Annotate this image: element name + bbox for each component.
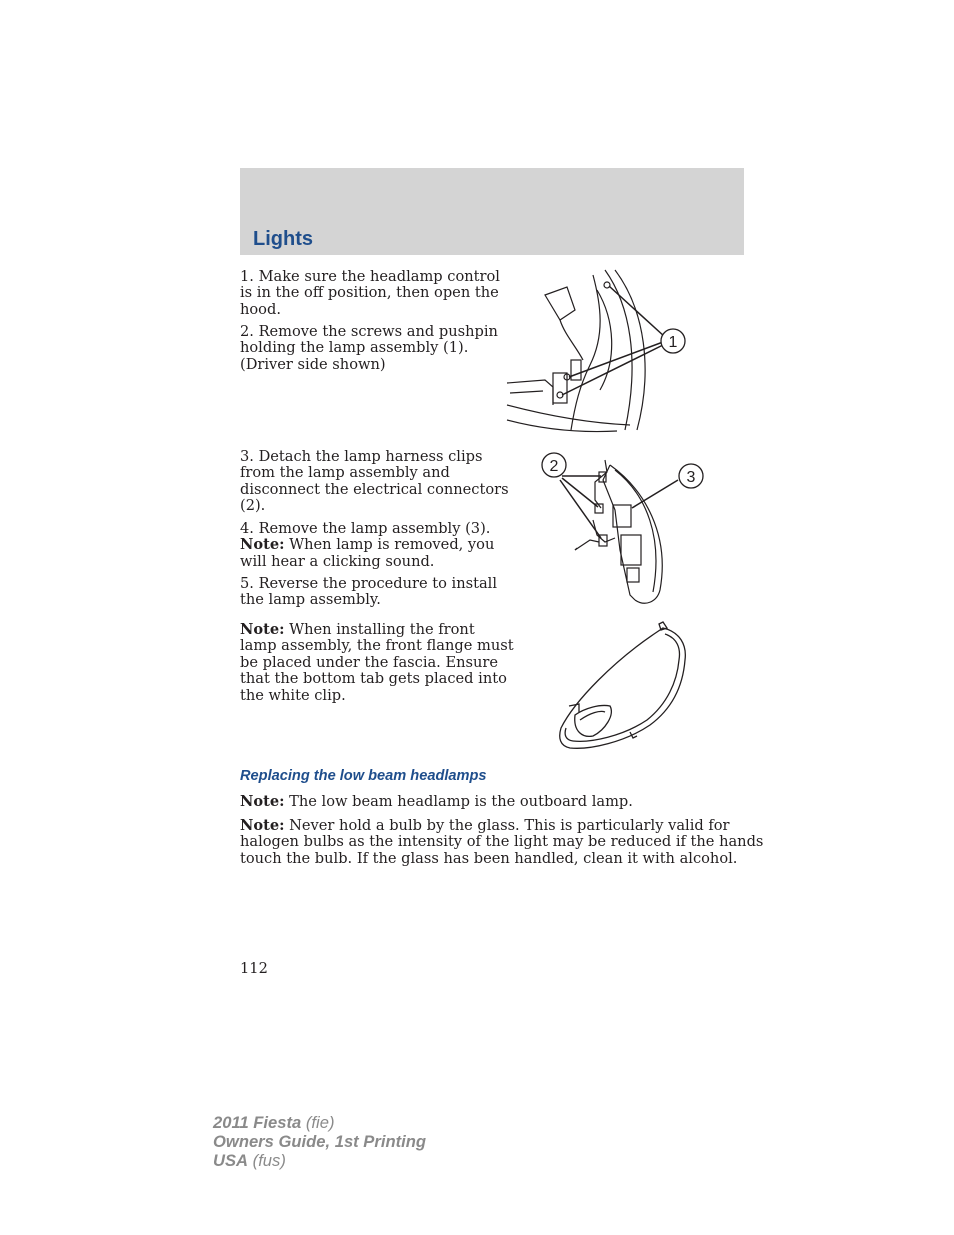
- step-1-line: hood.: [240, 300, 281, 318]
- note-label: Note:: [240, 793, 285, 810]
- note-text: The low beam headlamp is the outboard lamp.: [284, 793, 633, 810]
- page-number: 112: [240, 960, 268, 977]
- note-text: Never hold a bulb by the glass. This is particularly valid for: [284, 817, 730, 834]
- step-3-line: (2).: [240, 497, 266, 515]
- section-subheading: Replacing the low beam headlamps: [240, 768, 487, 784]
- footer-model: 2011 Fiesta: [213, 1113, 302, 1132]
- figure-lamp-screws: [505, 265, 700, 435]
- footer-region-code: (fus): [252, 1151, 286, 1170]
- note-line: [240, 818, 763, 834]
- install-note-line: the white clip.: [240, 686, 346, 704]
- figure-lamp-connectors: [535, 450, 710, 610]
- note-text: When lamp is removed, you: [284, 536, 495, 554]
- step-1: [240, 269, 500, 318]
- install-note-line: be placed under the fascia. Ensure: [240, 653, 499, 671]
- step-4-line: 4. Remove the lamp assembly (3).: [240, 520, 491, 537]
- install-note-line: [240, 622, 514, 638]
- note-label: Note:: [240, 536, 285, 554]
- install-note-line: lamp assembly, the front flange must: [240, 637, 514, 655]
- step-4: [240, 521, 494, 570]
- step-3-line: from the lamp assembly and: [240, 464, 450, 482]
- low-beam-note-2: [240, 818, 763, 867]
- figure-headlamp-assembly: [555, 620, 695, 755]
- note-label: Note:: [240, 621, 285, 638]
- install-note-line: that the bottom tab gets placed into: [240, 670, 507, 688]
- note-line: halogen bulbs as the intensity of the light may be reduced if the hands: [240, 833, 764, 851]
- install-note: [240, 622, 514, 704]
- section-header-band: [240, 168, 744, 255]
- footer-guide: Owners Guide, 1st Printing: [213, 1132, 426, 1151]
- step-4-line: will hear a clicking sound.: [240, 552, 435, 570]
- step-2: [240, 324, 498, 373]
- step-3-line: 3. Detach the lamp harness clips: [240, 448, 483, 465]
- step-4-note-line: [240, 537, 494, 553]
- step-5-line: the lamp assembly.: [240, 591, 381, 609]
- document-footer: [213, 1113, 426, 1170]
- callout-2: 2: [549, 458, 559, 475]
- step-3-line: disconnect the electrical connectors: [240, 480, 509, 498]
- note-line: touch the bulb. If the glass has been handled, clean it with alcohol.: [240, 849, 738, 867]
- note-label: Note:: [240, 817, 285, 834]
- footer-region: USA: [213, 1151, 249, 1170]
- step-5: [240, 576, 497, 609]
- step-2-line: (Driver side shown): [240, 355, 386, 373]
- step-2-line: 2. Remove the screws and pushpin: [240, 323, 498, 340]
- callout-3: 3: [686, 469, 696, 486]
- step-3: [240, 449, 509, 515]
- footer-model-code: (fie): [305, 1113, 335, 1132]
- step-1-line: is in the off position, then open the: [240, 284, 499, 302]
- step-1-line: 1. Make sure the headlamp control: [240, 268, 500, 285]
- low-beam-note-1: [240, 794, 633, 810]
- section-title: Lights: [253, 228, 313, 250]
- step-5-line: 5. Reverse the procedure to install: [240, 575, 498, 592]
- note-text: When installing the front: [284, 621, 475, 638]
- callout-1: 1: [668, 334, 678, 351]
- step-2-line: holding the lamp assembly (1).: [240, 339, 469, 357]
